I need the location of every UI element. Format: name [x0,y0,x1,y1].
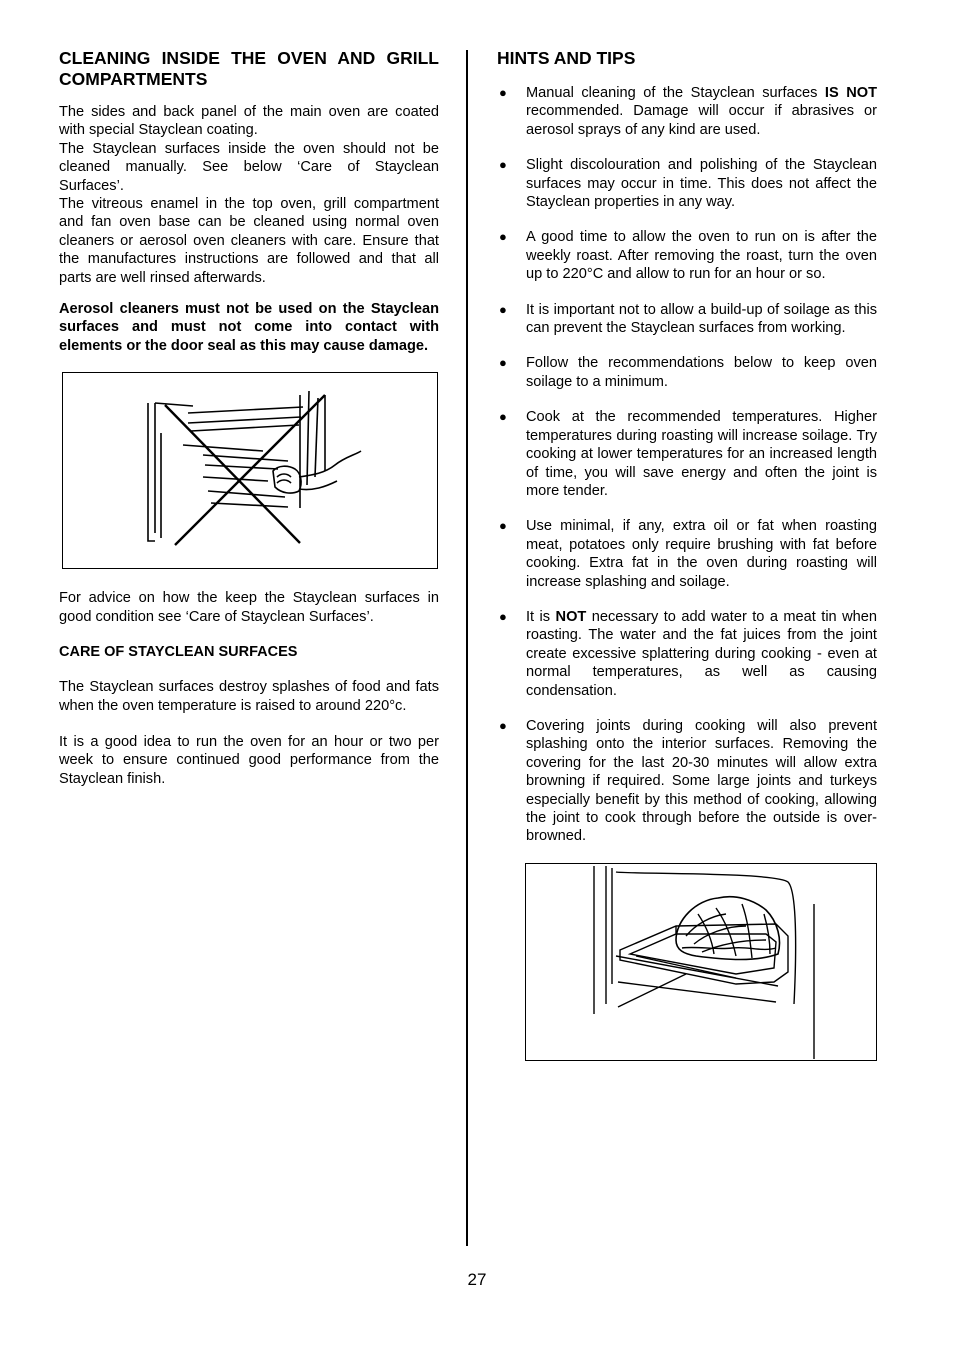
tip-emphasis: NOT [555,608,587,625]
bullet-icon: ● [499,518,507,534]
tip-item [497,84,877,139]
tip-text [526,608,877,700]
hints-heading: HINTS AND TIPS [497,48,636,68]
tip-item [497,228,877,283]
paragraph: The Stayclean surfaces inside the oven should not be cleaned manually. See below ‘Care of Stayclean Surfaces’. [59,140,439,194]
tip-text [526,84,877,139]
right-column [497,48,877,1061]
cleaning-intro [59,103,439,287]
aerosol-warning: Aerosol cleaners must not be used on the Stayclean surfaces and must not come into contact with elements or the door seal as this may cause damage. [59,301,439,354]
tip-item [497,408,877,500]
advice-text: For advice on how the keep the Stayclean surfaces in good condition see ‘Care of Stayclean Surfaces’. [59,590,439,625]
tip-item [497,354,877,391]
tip-text-part: Covering joints during cooking will also prevent splashing onto the interior surfaces. Removing the covering for the last 20-30 minutes will allow extra browning if required. Some large joints and turkeys especially benefit by this method of cooking, allowing the joint to cook through before the outside is over-browned. [526,717,877,845]
tip-item [497,517,877,591]
tip-text [526,354,877,391]
tip-item [497,301,877,338]
tip-text-part: Cook at the recommended temperatures. Higher temperatures during roasting will increase soilage. Try cooking at lower temperatures for an increased length of time, you will save energy and often the joint is more tender. [526,409,877,499]
oven-manual-cleaning-illustration [62,372,438,569]
tip-text-part: It is [526,608,556,625]
tip-emphasis: IS NOT [824,85,877,101]
tip-text [526,228,877,283]
care-paragraph: It is a good idea to run the oven for an hour or two per week to ensure continued good performance from the Stayclean finish. [59,733,439,787]
cleaning-heading: CLEANING INSIDE THE OVEN AND GRILL COMPARTMENTS [59,48,439,89]
care-heading: CARE OF STAYCLEAN SURFACES [59,644,298,661]
bullet-icon: ● [499,717,507,733]
tip-text-part: Follow the recommendations below to keep oven soilage to a minimum. [526,355,877,390]
tip-item [497,156,877,211]
bullet-icon: ● [499,229,507,245]
tip-item [497,608,877,700]
roast-in-oven-illustration [525,863,877,1061]
tip-text [526,517,877,591]
care-paragraph: The Stayclean surfaces destroy splashes of food and fats when the oven temperature is raised to around 220°c. [59,679,439,714]
column-divider [466,50,468,1246]
tip-text [526,717,877,846]
roasting-tin-icon [526,864,875,1059]
page-number: 27 [467,1270,487,1289]
tip-text-part: Manual cleaning of the Stayclean surfaces [526,85,825,101]
tips-list [497,84,877,846]
tip-text-part: Use minimal, if any, extra oil or fat when roasting meat, potatoes only require brushing with fat before cooking. Extra fat in the oven during roasting will increase splashing and soilage. [526,518,877,590]
tip-text-part: A good time to allow the oven to run on is after the weekly roast. After removing the roast, turn the oven up to 220°C and allow to run for an hour or so. [526,229,877,283]
tip-text [526,408,877,500]
bullet-icon: ● [499,301,507,317]
bullet-icon: ● [499,608,507,624]
paragraph: The vitreous enamel in the top oven, grill compartment and fan oven base can be cleaned using normal oven cleaners or aerosol oven cleaners with care. Ensure that the manufactures instructions are followed and that all parts are well rinsed afterwards. [59,196,439,286]
paragraph: The sides and back panel of the main oven are coated with special Stayclean coating. [59,104,439,139]
tip-text-part: Slight discolouration and polishing of the Stayclean surfaces may occur in time. This does not affect the Stayclean properties in any way. [526,157,877,211]
tip-item [497,717,877,846]
bullet-icon: ● [499,85,507,100]
tip-text-part: It is important not to allow a build-up of soilage as this can prevent the Stayclean surfaces from working. [526,301,877,337]
tip-text-part: recommended. Damage will occur if abrasives or aerosol sprays of any kind are used. [526,103,877,138]
bullet-icon: ● [499,355,507,371]
crossed-out-cleaning-icon [63,373,436,567]
tip-text [526,156,877,211]
bullet-icon: ● [499,409,507,425]
tip-text [526,301,877,338]
left-column [59,48,439,788]
bullet-icon: ● [499,157,507,173]
tip-text-part: necessary to add water to a meat tin when roasting. The water and the fat juices from the joint create excessive splattering during cooking - even at normal temperatures, as well as causing condensation. [526,608,878,699]
